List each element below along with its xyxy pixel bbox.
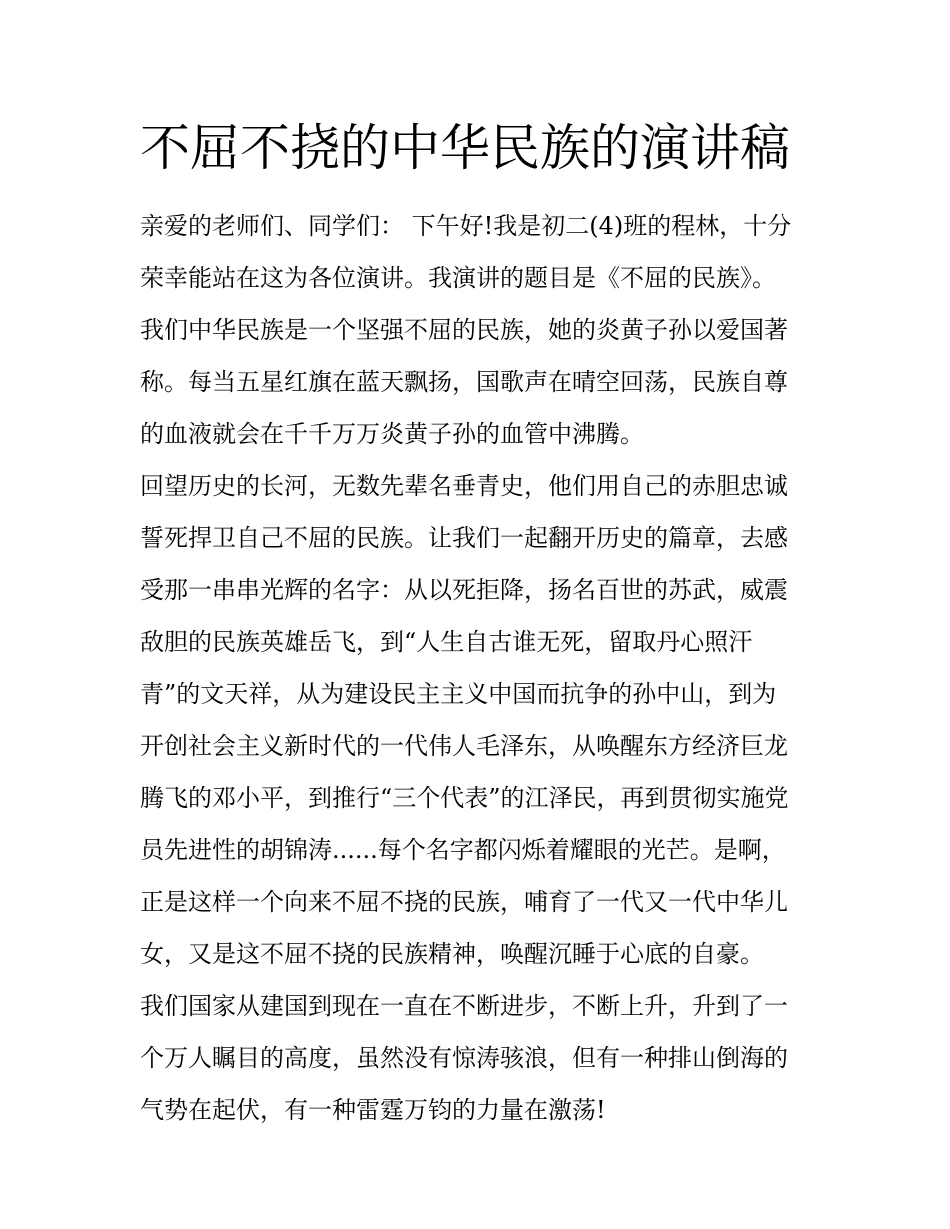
body-line-6: 回望历史的长河，无数先辈名垂青史，他们用自己的赤胆忠诚 <box>140 472 788 500</box>
body-line-7: 誓死捍卫自己不屈的民族。让我们一起翻开历史的篇章，去感 <box>140 524 788 552</box>
body-line-8: 受那一串串光辉的名字：从以死拒降，扬名百世的苏武，威震 <box>140 576 788 604</box>
body-line-5: 的血液就会在千千万万炎黄子孙的血管中沸腾。 <box>140 420 644 448</box>
document-title: 不屈不挠的中华民族的演讲稿 <box>140 119 790 177</box>
body-line-18: 气势在起伏，有一种雷霆万钧的力量在激荡! <box>140 1096 606 1124</box>
body-line-11: 开创社会主义新时代的一代伟人毛泽东，从唤醒东方经济巨龙 <box>140 732 788 760</box>
body-line-2: 荣幸能站在这为各位演讲。我演讲的题目是《不屈的民族》。 <box>140 264 776 292</box>
body-line-14: 正是这样一个向来不屈不挠的民族，哺育了一代又一代中华儿 <box>140 888 788 916</box>
body-line-16: 我们国家从建国到现在一直在不断进步，不断上升，升到了一 <box>140 992 788 1020</box>
body-line-13: 员先进性的胡锦涛......每个名字都闪烁着耀眼的光芒。是啊， <box>140 836 786 864</box>
body-line-1: 亲爱的老师们、同学们： 下午好!我是初二(4)班的程林，十分 <box>140 212 792 240</box>
body-line-3: 我们中华民族是一个坚强不屈的民族，她的炎黄子孙以爱国著 <box>140 316 788 344</box>
document-body <box>140 200 820 1136</box>
body-line-4: 称。每当五星红旗在蓝天飘扬，国歌声在晴空回荡，民族自尊 <box>140 368 788 396</box>
body-line-10: 青”的文天祥，从为建设民主主义中国而抗争的孙中山，到为 <box>140 680 777 708</box>
body-line-12: 腾飞的邓小平，到推行“三个代表”的江泽民，再到贯彻实施党 <box>140 784 789 812</box>
body-line-15: 女，又是这不屈不挠的民族精神，唤醒沉睡于心底的自豪。 <box>140 940 764 968</box>
body-line-9: 敌胆的民族英雄岳飞，到“人生自古谁无死，留取丹心照汗 <box>140 628 753 656</box>
body-line-17: 个万人瞩目的高度，虽然没有惊涛骇浪，但有一种排山倒海的 <box>140 1044 788 1072</box>
